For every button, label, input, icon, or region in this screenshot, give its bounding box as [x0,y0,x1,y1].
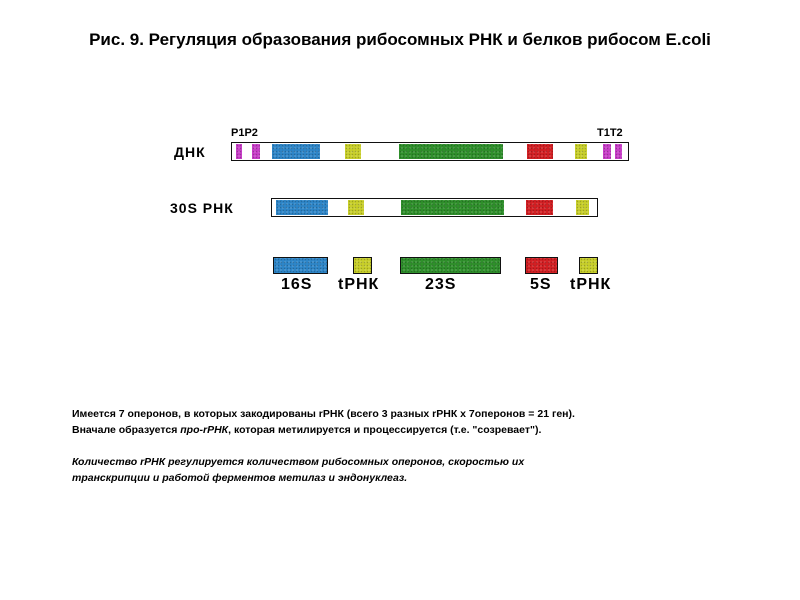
product-trna-block-2 [579,257,598,274]
product-23s-label: 23S [425,276,457,293]
product-trna-block-1 [353,257,372,274]
product-23s-block [400,257,501,274]
explanation-line-2-start: Вначале образуется [72,424,181,436]
regulation-line-1 [72,454,752,470]
pro-rrna-term: про-rРНК [180,424,229,436]
terminator-t2-mark [615,144,622,159]
product-trna-label-2: tРНК [570,276,612,293]
explanation-line-2 [72,422,752,438]
explanation-line-1: Имеется 7 оперонов, в которых закодированы rРНК (всего 3 разных rРНК х 7оперонов = 21 ген). [72,408,575,420]
promoter-p2-mark [252,144,260,159]
terminators-label: T1T2 [597,127,623,139]
rna-23s-segment [401,200,504,215]
dna-label: ДНК [174,144,206,160]
regulation-text-2: транскрипции и работой ферментов метилаз и эндонуклеаз. [72,472,408,484]
regulation-text-1: Количество rРНК регулируется количеством рибосомных оперонов, скоростью их [72,456,525,468]
regulation-line-2 [72,470,752,486]
promoter-p1-mark [236,144,242,159]
explanation-text [72,406,752,486]
explanation-line-2-end: , которая метилируется и процессируется (т.е. "созревает"). [228,424,542,436]
product-5s-block [525,257,558,274]
rna-trna-segment-2 [576,200,589,215]
product-5s-label: 5S [530,276,552,293]
promoters-label: P1P2 [231,127,258,139]
precursor-rna-label: 30S РНК [170,200,234,216]
dna-5s-segment [527,144,553,159]
rna-trna-segment-1 [348,200,364,215]
rna-5s-segment [526,200,553,215]
precursor-rna-bar [271,198,598,217]
dna-trna-segment-1 [345,144,361,159]
terminator-t1-mark [603,144,611,159]
product-16s-block [273,257,328,274]
page-title: Рис. 9. Регуляция образования рибосомных РНК и белков рибосом E.coli [89,30,711,49]
dna-bar [231,142,629,161]
dna-trna-segment-2 [575,144,587,159]
rna-16s-segment [276,200,328,215]
dna-16s-segment [272,144,320,159]
product-trna-label-1: tРНК [338,276,380,293]
product-16s-label: 16S [281,276,313,293]
dna-23s-segment [399,144,503,159]
